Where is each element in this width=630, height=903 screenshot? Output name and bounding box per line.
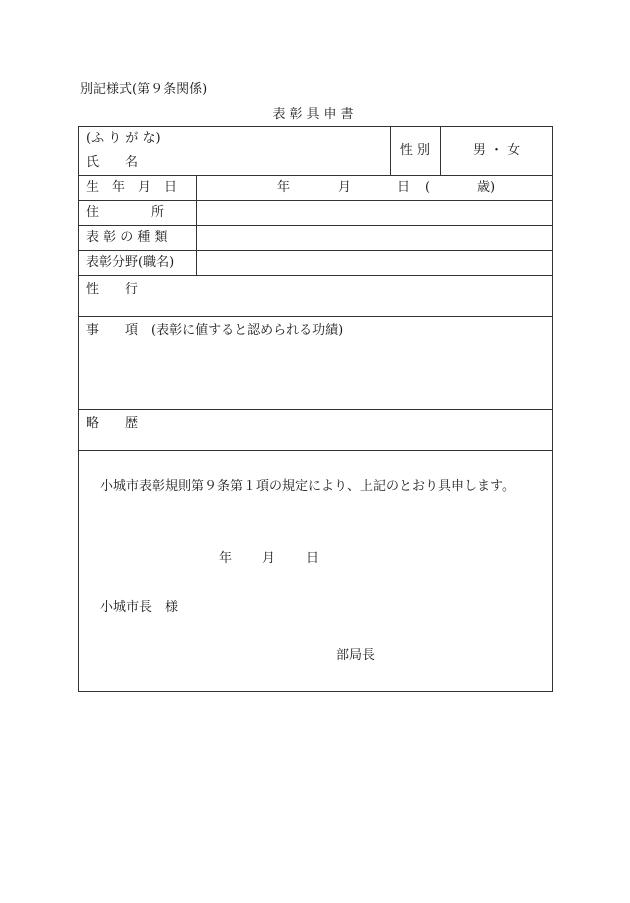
birth-date-field[interactable] — [197, 176, 552, 200]
birth-day-label: 日 — [397, 180, 411, 195]
award-field-label: 表彰分野(職名) — [86, 255, 175, 270]
row-divider — [78, 409, 553, 410]
address-field[interactable] — [197, 201, 552, 225]
history-label: 略 歴 — [86, 416, 139, 431]
birth-year-label: 年 — [277, 180, 291, 195]
award-type-label: 表 彰 の 種 類 — [86, 230, 168, 245]
name-label: 氏 名 — [86, 155, 139, 170]
matters-field[interactable] — [80, 342, 550, 406]
birth-month-label: 月 — [338, 180, 352, 195]
page-title: 表彰具申書 — [272, 107, 358, 122]
birth-age-open: ( — [425, 180, 431, 195]
signer-label: 部局長 — [336, 648, 376, 663]
character-field[interactable] — [150, 278, 550, 314]
addressee: 小城市長 様 — [100, 600, 179, 615]
matters-label: 事 項 (表彰に値すると認められる功績) — [86, 323, 344, 338]
gender-label: 性 別 — [399, 143, 431, 158]
award-type-field[interactable] — [197, 226, 552, 250]
declaration-year-label: 年 — [219, 551, 233, 566]
furigana-label: (ふ り が な) — [86, 131, 161, 146]
row-divider — [78, 275, 553, 276]
name-field[interactable] — [200, 128, 388, 173]
row-divider — [78, 450, 553, 451]
declaration-text: 小城市表彰規則第９条第１項の規定により、上記のとおり具申します。 — [100, 479, 515, 494]
declaration-month-label: 月 — [262, 551, 276, 566]
gender-options[interactable]: 男 ・ 女 — [472, 143, 521, 158]
address-label: 住 所 — [86, 205, 165, 220]
form-label: 別記様式(第９条関係) — [80, 82, 208, 97]
character-label: 性 行 — [86, 282, 139, 297]
award-field-field[interactable] — [197, 251, 552, 275]
birth-age-close: 歳) — [477, 180, 496, 195]
declaration-day-label: 日 — [306, 551, 320, 566]
row-divider — [78, 316, 553, 317]
history-field[interactable] — [150, 412, 550, 448]
birth-date-label: 生 年 月 日 — [86, 180, 178, 195]
